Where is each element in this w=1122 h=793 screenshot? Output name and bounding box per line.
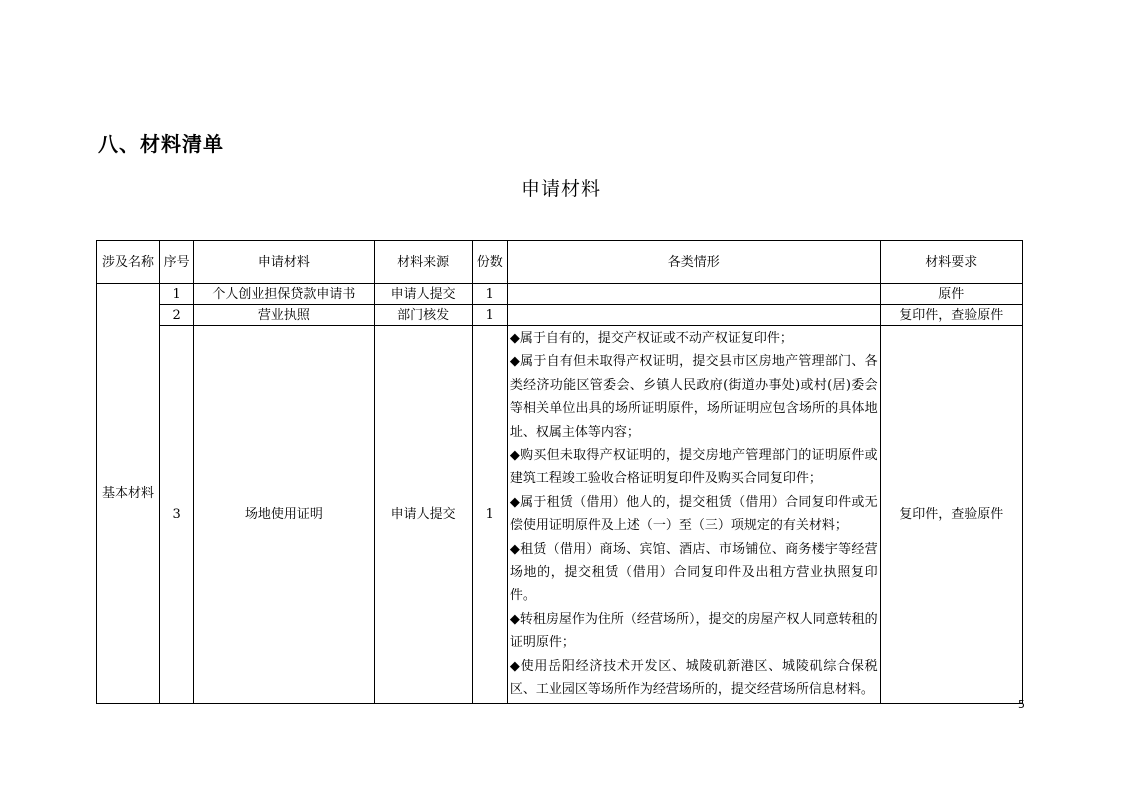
document-title: 申请材料 [520,178,601,200]
row-conditions [507,305,880,326]
category-cell: 基本材料 [97,284,160,704]
row-index: 3 [160,326,194,704]
header-index: 序号 [160,241,194,284]
row-copies: 1 [472,326,507,704]
header-conditions: 各类情形 [507,241,880,284]
row-copies: 1 [472,284,507,305]
page-number: 5 [1018,698,1025,711]
row-copies: 1 [472,305,507,326]
row-requirements: 复印件，查验原件 [880,326,1022,704]
row-index: 1 [160,284,194,305]
materials-table [96,240,1023,704]
row-source: 申请人提交 [374,326,472,704]
table-row [97,305,1023,326]
row-material: 个人创业担保贷款申请书 [194,284,374,305]
header-source: 材料来源 [374,241,472,284]
condition-item: ◆转租房屋作为住所（经营场所），提交的房屋产权人同意转租的证明原件； [509,611,878,651]
row-source: 部门核发 [374,305,472,326]
condition-item: ◆属于自有但未取得产权证明，提交县市区房地产管理部门、各类经济功能区管委会、乡镇人民政府(街道办事处)或村(居)委会等相关单位出具的场所证明原件，场所证明应包含场所的具体地址、权属主体等内容； [509,354,878,440]
row-material: 场地使用证明 [194,326,374,704]
row-conditions [507,326,880,704]
header-category: 涉及名称 [97,241,160,284]
condition-item: ◆使用岳阳经济技术开发区、城陵矶新港区、城陵矶综合保税区、工业园区等场所作为经营场所的，提交经营场所信息材料。 [509,658,878,698]
condition-item: ◆属于自有的，提交产权证或不动产权证复印件； [509,331,793,346]
section-heading: 八、材料清单 [98,132,224,156]
header-copies: 份数 [472,241,507,284]
row-material: 营业执照 [194,305,374,326]
table-row [97,326,1023,704]
table-row [97,284,1023,305]
condition-item: ◆租赁（借用）商场、宾馆、酒店、市场铺位、商务楼宇等经营场地的，提交租赁（借用）合同复印件及出租方营业执照复印件。 [509,541,878,604]
condition-item: ◆购买但未取得产权证明的，提交房地产管理部门的证明原件或建筑工程竣工验收合格证明复印件及购买合同复印件； [509,448,878,487]
table-header-row [97,241,1023,284]
header-material: 申请材料 [194,241,374,284]
row-conditions [507,284,880,305]
row-source: 申请人提交 [374,284,472,305]
row-requirements: 原件 [880,284,1022,305]
row-index: 2 [160,305,194,326]
header-requirements: 材料要求 [880,241,1022,284]
row-requirements: 复印件，查验原件 [880,305,1022,326]
condition-item: ◆属于租赁（借用）他人的，提交租赁（借用）合同复印件或无偿使用证明原件及上述（一）至（三）项规定的有关材料； [509,494,878,534]
